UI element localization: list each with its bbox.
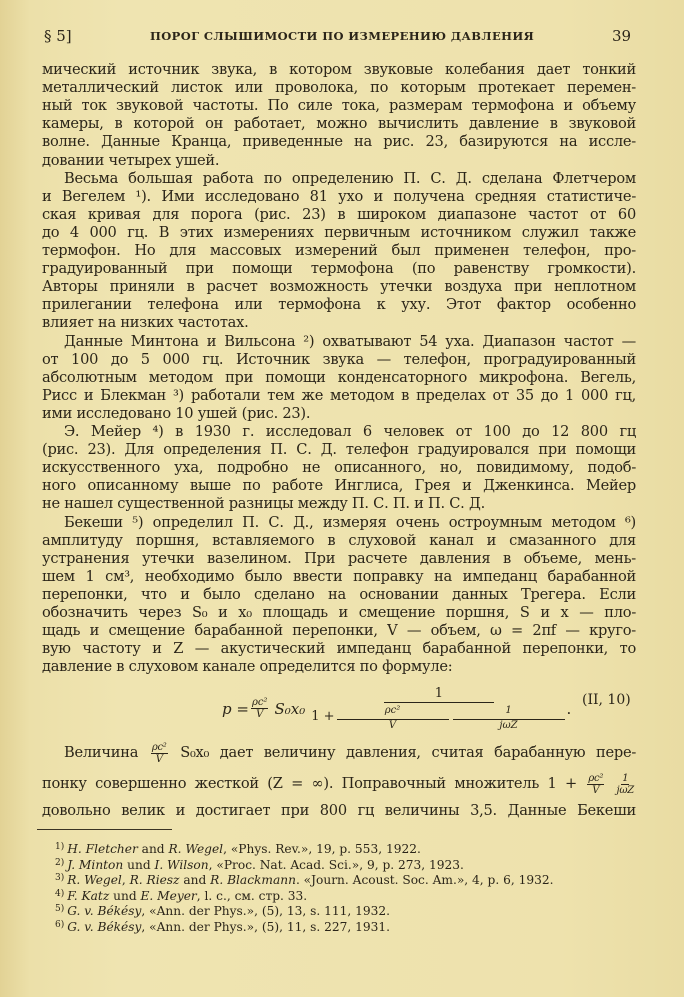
text-line: искусственного уха, подробно не описанного, но, повидимому, подоб- — [42, 459, 636, 477]
formula-correction-fraction — [311, 686, 566, 731]
footnote-text: and — [179, 873, 211, 887]
fraction-numerator: ρc² — [337, 703, 449, 720]
footnote — [55, 871, 554, 886]
text-line: камеры, в которой он работает, можно вычислить давление в звуковой — [42, 115, 636, 133]
footnote-author: E. Meyer — [140, 888, 197, 903]
text-line: мический источник звука, в котором звуковые колебания дает тонкий — [42, 61, 636, 78]
footnote-author: F. Katz — [67, 888, 110, 903]
text-segment: Величина — [64, 744, 139, 761]
text-line: Э. Мейер ⁴) в 1930 г. исследовал 6 человек от 100 до 12 800 гц — [64, 423, 636, 440]
footnote-divider — [37, 829, 172, 830]
footnote-text: . «Journ. Acoust. Soc. Am.», 4, p. 6, 1932. — [295, 873, 554, 887]
fraction-denominator: V — [155, 753, 163, 765]
fraction-numerator: ρc² — [588, 772, 604, 784]
footnote — [55, 902, 390, 917]
text-line: не нашел существенной разницы между П. С. П. и П. С. Д. — [42, 495, 485, 513]
footnote-text: , «Proc. Nat. Acad. Sci.», 9, p. 273, 1923. — [208, 857, 464, 872]
text-line: абсолютным методом при помощи конденсаторного микрофона. Вегель, — [42, 368, 636, 386]
footnote-marker: 2) — [55, 857, 65, 868]
footnote-author: J. Minton — [67, 857, 124, 872]
section-number: § 5] — [44, 27, 72, 45]
fraction-numerator: ρc² — [251, 697, 268, 708]
fraction-denominator: jωZ — [616, 784, 634, 796]
text-line: довании четырех ушей. — [42, 151, 220, 169]
equation-number: (II, 10) — [582, 692, 631, 708]
footnote-text: , «Phys. Rev.», 19, p. 553, 1922. — [223, 842, 421, 856]
text-line: Данные Минтона и Вильсона ²) охватывают 54 уха. Диапазон частот — — [64, 332, 636, 350]
text-line: амплитуду поршня, вставляемого в слуховой канал и смазанного для — [42, 531, 636, 549]
footnote-author: R. Wegel — [168, 842, 224, 856]
footnote-author: G. v. Békésy — [67, 919, 142, 934]
text-line: перепонки, что и было сделано на основании данных Трегера. Если — [42, 585, 636, 603]
formula-coefficient — [251, 697, 269, 720]
text-segment: S₀x₀ дает величину давления, считая барабанную пере- — [180, 744, 637, 761]
footnote-text: , l. c., см. стр. 33. — [196, 888, 308, 903]
footnote-marker: 6) — [55, 919, 65, 930]
text-line — [42, 771, 636, 797]
footnote-author: G. v. Békésy — [67, 904, 142, 918]
text-segment: понку совершенно жесткой (Z = ∞). Поправочный множитель 1 + — [42, 775, 577, 792]
running-title: ПОРОГ СЛЫШИМОСТИ ПО ИЗМЕРЕНИЮ ДАВЛЕНИЯ — [150, 29, 535, 43]
fraction-numerator: 1 — [622, 772, 629, 784]
footnote-marker: 5) — [55, 904, 65, 914]
inline-fraction — [151, 742, 168, 765]
footnote-text: , — [121, 873, 130, 887]
inner-fraction — [337, 703, 449, 731]
fraction-denominator: jωZ — [499, 720, 518, 731]
page-number: 39 — [612, 27, 632, 45]
text-line: давление в слуховом канале определится по формуле: — [42, 658, 453, 676]
text-line: ская кривая для порога (рис. 23) в широком диапазоне частот от 60 — [42, 205, 636, 223]
formula-period: . — [566, 699, 572, 718]
text-line: устранения утечки вазелином. При расчете давления в объеме, мень- — [42, 549, 636, 567]
text-line: обозначить через S₀ и x₀ площадь и смещение поршня, S и x — пло- — [42, 604, 636, 621]
footnote-marker: 1) — [55, 842, 65, 852]
text-line: довольно велик и достигает при 800 гц величины 3,5. Данные Бекеши — [42, 802, 636, 819]
fraction-denominator — [311, 703, 566, 731]
footnote-text: , «Ann. der Phys.», (5), 11, s. 227, 1931. — [141, 919, 391, 934]
footnote-text: und — [123, 857, 155, 872]
fraction-numerator: 1 — [453, 703, 565, 720]
text-line: до 4 000 гц. В этих измерениях первичным источником служил также — [42, 223, 636, 241]
inline-fraction — [587, 773, 604, 796]
text-line: ного описанному выше по работе Инглиса, Грея и Дженкинса. Мейер — [42, 477, 636, 495]
text-line: прилегании телефона или термофона к уху. Этот фактор особенно — [42, 296, 636, 314]
text-line: щадь и смещение барабанной перепонки, V — объем, ω = 2πf — круго- — [42, 622, 636, 640]
footnote-marker: 4) — [55, 888, 65, 899]
text-line: градуированный при помощи термофона (по равенству громкости). — [42, 260, 636, 278]
inline-fraction — [617, 773, 634, 796]
text-line — [64, 740, 636, 766]
text-line: (рис. 23). Для определения П. С. Д. телефон градуировался при помощи — [42, 441, 636, 459]
text-line: ный ток звуковой частоты. По силе тока, размерам термофона и объему — [42, 97, 636, 115]
fraction-numerator: ρc² — [151, 741, 167, 753]
footnote-author: R. Blackmann — [210, 873, 296, 887]
text-line: Весьма большая работа по определению П. С. Д. сделана Флетчером — [64, 169, 636, 187]
text-line: металлический листок или проволока, по которым протекает перемен- — [42, 79, 636, 97]
footnote-author: H. Fletcher — [67, 842, 138, 856]
text-line: вую частоту и Z — акустический импеданц барабанной перепонки, то — [42, 640, 636, 658]
denominator-prefix: 1 + — [311, 709, 335, 724]
fraction-numerator: 1 — [384, 686, 494, 703]
text-line: ими исследовано 10 ушей (рис. 23). — [42, 404, 311, 422]
footnote — [55, 840, 421, 855]
formula-factor: S₀x₀ — [274, 699, 306, 718]
text-line: Бекеши ⁵) определил П. С. Д., измеряя очень остроумным методом ⁶) — [64, 513, 636, 531]
text-line: волне. Данные Кранца, приведенные на рис. 23, базируются на иссле- — [42, 133, 636, 151]
inner-fraction-2 — [453, 703, 565, 731]
text-line: влияет на низких частотах. — [42, 314, 249, 332]
footnote — [55, 918, 390, 933]
footnote-author: R. Riesz — [129, 873, 180, 887]
text-line: и Вегелем ¹). Ими исследовано 81 ухо и получена средняя статистиче- — [42, 187, 636, 205]
text-line: от 100 до 5 000 гц. Источник звука — телефон, проградуированный — [42, 350, 636, 368]
footnote-marker: 3) — [55, 873, 65, 883]
text-line: Авторы приняли в расчет возможность утечки воздуха при неплотном — [42, 278, 636, 296]
fraction-denominator: V — [592, 784, 600, 796]
footnote — [55, 856, 464, 871]
footnote — [55, 887, 307, 902]
formula-lhs: p = — [222, 699, 249, 718]
fraction-denominator: V — [256, 709, 264, 720]
footnote-author: R. Wegel — [67, 873, 122, 887]
footnote-text: und — [109, 888, 141, 903]
footnote-author: I. Wilson — [154, 857, 209, 872]
text-line: термофон. Но для массовых измерений был применен телефон, про- — [42, 242, 636, 259]
text-line: Рисс и Блекман ³) работали тем же методом в пределах от 35 до 1 000 гц, — [42, 386, 636, 404]
formula-II-10 — [0, 680, 684, 732]
footnote-text: and — [137, 842, 169, 856]
fraction-denominator: V — [388, 720, 397, 731]
footnote-text: , «Ann. der Phys.», (5), 13, s. 111, 1932. — [141, 904, 391, 918]
text-line: шем 1 см³, необходимо было ввести поправку на импеданц барабанной — [42, 567, 636, 585]
